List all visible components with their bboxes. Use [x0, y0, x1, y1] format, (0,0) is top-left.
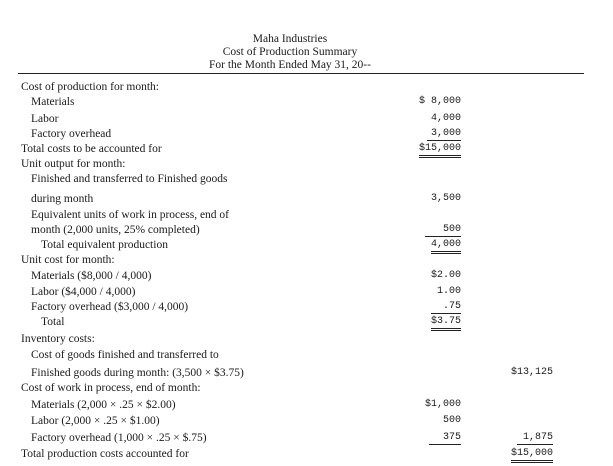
amount-col1: 3,500 — [430, 193, 461, 204]
amount-col2: $13,125 — [510, 367, 553, 378]
row-label: Total costs to be accounted for — [21, 143, 162, 155]
row-during-month — [0, 193, 613, 205]
row-label: Unit output for month: — [21, 158, 126, 170]
amount-col1: 4,000 — [430, 113, 461, 124]
row-label: Unit cost for month: — [21, 254, 115, 266]
row-label: Materials (2,000 × .25 × $2.00) — [31, 399, 176, 411]
row-wip-labor — [0, 415, 613, 427]
row-wip-materials — [0, 399, 613, 411]
row-cost-goods-finished — [0, 349, 613, 361]
row-label: Cost of production for month: — [21, 81, 159, 93]
row-total-unit-cost — [0, 316, 613, 328]
row-finished-goods-month — [0, 367, 613, 379]
row-wip-units — [0, 224, 613, 236]
row-overhead-unit-cost — [0, 301, 613, 313]
row-label: Labor (2,000 × .25 × $1.00) — [31, 415, 160, 427]
row-label: Inventory costs: — [21, 333, 95, 345]
row-label: Factory overhead — [31, 128, 112, 140]
row-label: Cost of work in process, end of month: — [21, 382, 201, 394]
row-total-equivalent — [0, 239, 613, 251]
section-inventory-costs — [0, 333, 613, 345]
row-label: Finished goods during month: (3,500 × $3.75) — [31, 367, 244, 379]
row-finished-transferred — [0, 173, 613, 185]
row-label: Equivalent units of work in process, end of — [31, 209, 230, 221]
row-label: Factory overhead (1,000 × .25 × $.75) — [31, 432, 207, 444]
amount-col1: .75 — [431, 301, 461, 314]
row-materials-cost — [0, 96, 613, 108]
row-overhead-cost — [0, 128, 613, 140]
company-name: Maha Industries — [252, 33, 328, 45]
amount-col1: 3,000 — [427, 128, 461, 141]
row-label: Total production costs accounted for — [21, 448, 189, 460]
amount-col1: $2.00 — [430, 270, 461, 281]
row-materials-unit-cost — [0, 270, 613, 282]
row-label: Finished and transferred to Finished goods — [31, 173, 228, 185]
report-title: Cost of Production Summary — [222, 46, 358, 58]
row-label: Total — [41, 316, 65, 328]
row-label: during month — [31, 193, 94, 205]
amount-col2: $15,000 — [511, 448, 553, 463]
section-cost-of-production — [0, 81, 613, 93]
header-rule — [18, 73, 584, 74]
section-work-in-process — [0, 382, 613, 394]
amount-col1: $3.75 — [431, 316, 461, 331]
row-label: Total equivalent production — [41, 239, 168, 251]
row-label: Materials — [31, 96, 75, 108]
amount-col1: $1,000 — [424, 399, 461, 410]
row-wip-overhead — [0, 432, 613, 444]
row-equivalent-units — [0, 209, 613, 221]
section-unit-cost — [0, 254, 613, 266]
amount-col1: $ 8,000 — [418, 96, 461, 107]
amount-col1: $15,000 — [419, 143, 461, 158]
section-unit-output — [0, 158, 613, 170]
amount-col1: 1.00 — [436, 286, 461, 297]
row-label: Cost of goods finished and transferred to — [31, 349, 219, 361]
row-total-costs — [0, 143, 613, 155]
amount-col1: 4,000 — [431, 239, 461, 254]
amount-col2: 1,875 — [517, 432, 553, 445]
row-labor-cost — [0, 113, 613, 125]
row-label: month (2,000 units, 25% completed) — [31, 224, 200, 236]
row-label: Materials ($8,000 / 4,000) — [31, 270, 152, 282]
row-labor-unit-cost — [0, 286, 613, 298]
amount-col1: 500 — [425, 224, 461, 237]
row-total-production-costs — [0, 448, 613, 460]
row-label: Factory overhead ($3,000 / 4,000) — [31, 301, 189, 313]
amount-col1: 500 — [442, 415, 461, 426]
row-label: Labor — [31, 113, 59, 125]
row-label: Labor ($4,000 / 4,000) — [31, 286, 136, 298]
amount-col1: 375 — [429, 432, 461, 445]
report-period: For the Month Ended May 31, 20-- — [209, 59, 371, 71]
report-header — [0, 33, 580, 72]
